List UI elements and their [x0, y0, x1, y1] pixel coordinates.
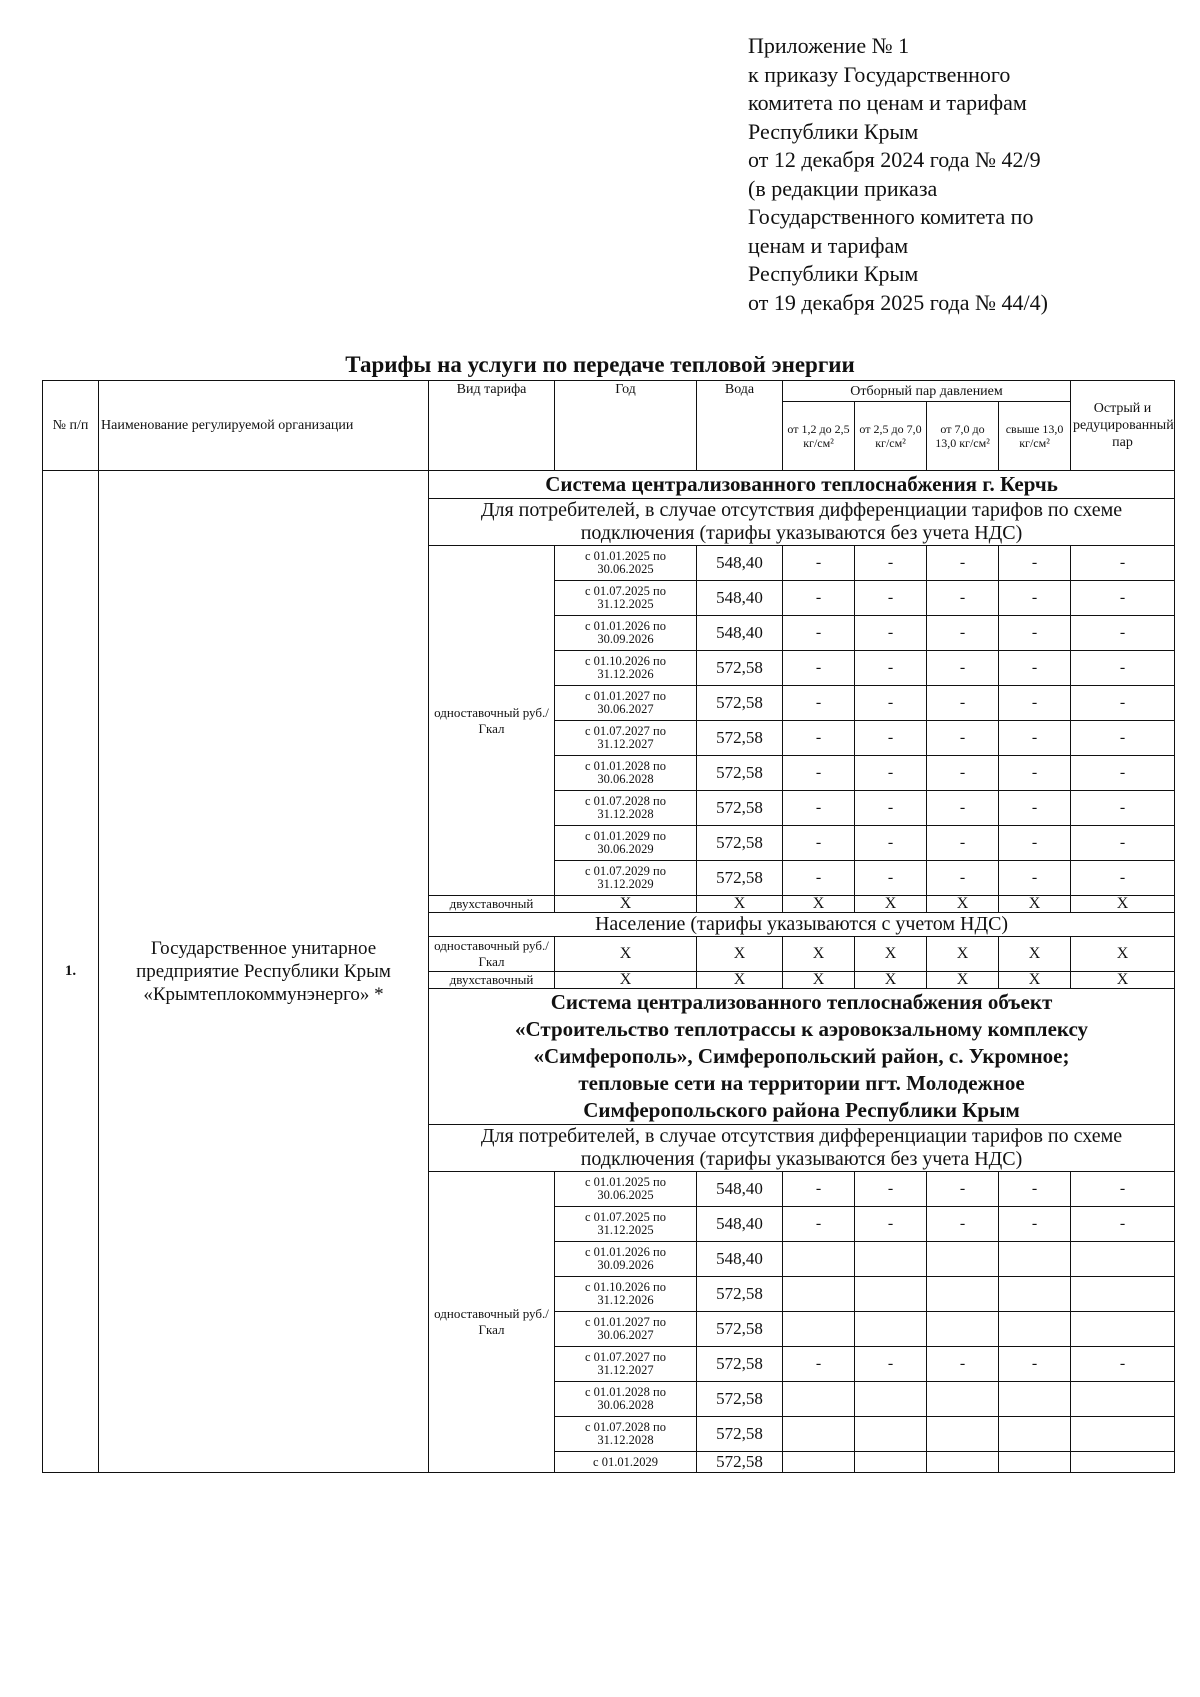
- dash-cell: -: [999, 1172, 1071, 1207]
- header-pressure: свыше 13,0 кг/см²: [999, 402, 1071, 471]
- dash-cell: -: [927, 791, 999, 826]
- water-value: 572,58: [697, 721, 783, 756]
- tariff-period: с 01.07.2025 по 31.12.2025: [555, 1207, 697, 1242]
- appendix-line: комитета по ценам и тарифам: [748, 90, 1027, 115]
- tariff-period: с 01.07.2028 по 31.12.2028: [555, 1417, 697, 1452]
- x-cell: X: [927, 896, 999, 913]
- dash-cell: -: [783, 791, 855, 826]
- x-cell: X: [783, 972, 855, 989]
- dash-cell: -: [855, 861, 927, 896]
- appendix-line: Государственного комитета по: [748, 204, 1034, 229]
- section-title: [429, 989, 1175, 1125]
- tariff-period: с 01.01.2025 по 30.06.2025: [555, 546, 697, 581]
- population-note: Население (тарифы указываются с учетом НДС): [429, 913, 1175, 937]
- dash-cell: -: [927, 756, 999, 791]
- dash-cell: -: [927, 581, 999, 616]
- x-cell: X: [927, 937, 999, 972]
- water-value: 572,58: [697, 1382, 783, 1417]
- empty-cell: [783, 1417, 855, 1452]
- tariff-period: с 01.10.2026 по 31.12.2026: [555, 651, 697, 686]
- dash-cell: -: [783, 546, 855, 581]
- dash-cell: -: [999, 1207, 1071, 1242]
- dash-cell: -: [999, 686, 1071, 721]
- dash-cell: -: [927, 546, 999, 581]
- section-title-line: «Строительство теплотрассы к аэровокзальному комплексу: [514, 1017, 1089, 1041]
- x-cell: X: [783, 896, 855, 913]
- empty-cell: [783, 1242, 855, 1277]
- empty-cell: [783, 1277, 855, 1312]
- dash-cell: -: [927, 861, 999, 896]
- header-pressure: от 2,5 до 7,0 кг/см²: [855, 402, 927, 471]
- header-num: № п/п: [43, 381, 99, 471]
- dash-cell: -: [783, 721, 855, 756]
- dash-cell: -: [855, 546, 927, 581]
- dash-cell: -: [855, 721, 927, 756]
- tariff-period: с 01.01.2028 по 30.06.2028: [555, 1382, 697, 1417]
- dash-cell: -: [855, 826, 927, 861]
- x-cell: X: [555, 972, 697, 989]
- section-title: Система централизованного теплоснабжения г. Керчь: [429, 471, 1175, 499]
- empty-cell: [1071, 1382, 1175, 1417]
- dash-cell: -: [999, 616, 1071, 651]
- x-cell: X: [999, 896, 1071, 913]
- dash-cell: -: [783, 616, 855, 651]
- x-cell: X: [855, 972, 927, 989]
- dash-cell: -: [1071, 686, 1175, 721]
- section-title-line: Симферопольского района Республики Крым: [583, 1098, 1020, 1122]
- empty-cell: [783, 1452, 855, 1473]
- dash-cell: -: [927, 1207, 999, 1242]
- dash-cell: -: [1071, 581, 1175, 616]
- x-cell: X: [855, 896, 927, 913]
- dash-cell: -: [999, 791, 1071, 826]
- empty-cell: [999, 1382, 1071, 1417]
- empty-cell: [999, 1312, 1071, 1347]
- x-cell: X: [1071, 937, 1175, 972]
- dash-cell: -: [783, 1207, 855, 1242]
- empty-cell: [855, 1452, 927, 1473]
- header-pressure: от 7,0 до 13,0 кг/см²: [927, 402, 999, 471]
- empty-cell: [783, 1312, 855, 1347]
- tariff-period: с 01.01.2029: [555, 1452, 697, 1473]
- consumers-note: Для потребителей, в случае отсутствия дифференциации тарифов по схеме подключения (тарифы указываются без учета НДС): [429, 1125, 1175, 1172]
- dash-cell: -: [855, 1172, 927, 1207]
- water-value: 572,58: [697, 686, 783, 721]
- dash-cell: -: [927, 686, 999, 721]
- water-value: 572,58: [697, 1347, 783, 1382]
- dash-cell: -: [999, 651, 1071, 686]
- empty-cell: [855, 1417, 927, 1452]
- empty-cell: [1071, 1242, 1175, 1277]
- appendix-line: к приказу Государственного: [748, 61, 1011, 87]
- tariff-period: с 01.10.2026 по 31.12.2026: [555, 1277, 697, 1312]
- empty-cell: [927, 1242, 999, 1277]
- tariff-period: с 01.01.2027 по 30.06.2027: [555, 1312, 697, 1347]
- water-value: 572,58: [697, 1277, 783, 1312]
- dash-cell: -: [927, 1347, 999, 1382]
- header-sharp-steam: Острый и редуцированный пар: [1071, 381, 1175, 471]
- dash-cell: -: [855, 791, 927, 826]
- tariff-kind-single: одноставочный руб./Гкал: [429, 937, 555, 972]
- tariff-period: с 01.07.2027 по 31.12.2027: [555, 1347, 697, 1382]
- empty-cell: [927, 1312, 999, 1347]
- header-water: Вода: [697, 381, 783, 471]
- dash-cell: -: [999, 826, 1071, 861]
- empty-cell: [927, 1382, 999, 1417]
- water-value: 548,40: [697, 616, 783, 651]
- water-value: 548,40: [697, 1207, 783, 1242]
- empty-cell: [999, 1452, 1071, 1473]
- tariff-kind-double: двухставочный: [429, 896, 555, 913]
- header-org: Наименование регулируемой организации: [99, 381, 429, 471]
- document-title: Тарифы на услуги по передаче тепловой энергии: [345, 352, 855, 377]
- section-title-line: тепловые сети на территории пгт. Молодежное: [578, 1071, 1025, 1095]
- dash-cell: -: [855, 1347, 927, 1382]
- appendix-line: (в редакции приказа: [748, 175, 938, 201]
- tariff-period: с 01.01.2028 по 30.06.2028: [555, 756, 697, 791]
- appendix-line: ценам и тарифам: [748, 232, 909, 258]
- appendix-line: Приложение № 1: [748, 33, 910, 58]
- x-cell: X: [697, 937, 783, 972]
- tariff-table: [42, 380, 1175, 1473]
- x-cell: X: [555, 937, 697, 972]
- dash-cell: -: [783, 861, 855, 896]
- dash-cell: -: [783, 826, 855, 861]
- dash-cell: -: [999, 581, 1071, 616]
- dash-cell: -: [855, 1207, 927, 1242]
- empty-cell: [855, 1382, 927, 1417]
- dash-cell: -: [855, 581, 927, 616]
- x-cell: X: [999, 937, 1071, 972]
- dash-cell: -: [927, 721, 999, 756]
- empty-cell: [1071, 1277, 1175, 1312]
- tariff-period: с 01.01.2025 по 30.06.2025: [555, 1172, 697, 1207]
- empty-cell: [783, 1382, 855, 1417]
- empty-cell: [1071, 1312, 1175, 1347]
- x-cell: X: [697, 972, 783, 989]
- organization-name: Государственное унитарное предприятие Республики Крым «Крымтеплокоммунэнерго» *: [99, 471, 429, 1473]
- appendix-header: [748, 32, 1148, 317]
- dash-cell: -: [999, 756, 1071, 791]
- section-row: [43, 471, 1175, 499]
- dash-cell: -: [1071, 721, 1175, 756]
- section-title-line: «Симферополь», Симферопольский район, с. Укромное;: [533, 1044, 1070, 1068]
- dash-cell: -: [783, 1172, 855, 1207]
- dash-cell: -: [927, 616, 999, 651]
- appendix-line: от 12 декабря 2024 года № 42/9: [748, 147, 1041, 172]
- dash-cell: -: [927, 826, 999, 861]
- header-year: Год: [555, 381, 697, 471]
- water-value: 572,58: [697, 826, 783, 861]
- dash-cell: -: [999, 546, 1071, 581]
- dash-cell: -: [1071, 826, 1175, 861]
- dash-cell: -: [783, 581, 855, 616]
- dash-cell: -: [927, 651, 999, 686]
- water-value: 572,58: [697, 1417, 783, 1452]
- empty-cell: [1071, 1452, 1175, 1473]
- x-cell: X: [783, 937, 855, 972]
- water-value: 548,40: [697, 1172, 783, 1207]
- dash-cell: -: [1071, 616, 1175, 651]
- header-row: [43, 381, 1175, 402]
- empty-cell: [999, 1417, 1071, 1452]
- dash-cell: -: [855, 756, 927, 791]
- tariff-period: с 01.07.2025 по 31.12.2025: [555, 581, 697, 616]
- appendix-line: от 19 декабря 2025 года № 44/4): [748, 289, 1048, 315]
- dash-cell: -: [1071, 546, 1175, 581]
- x-cell: X: [1071, 972, 1175, 989]
- x-cell: X: [1071, 896, 1175, 913]
- water-value: 572,58: [697, 861, 783, 896]
- water-value: 572,58: [697, 791, 783, 826]
- tariff-period: с 01.07.2029 по 31.12.2029: [555, 861, 697, 896]
- tariff-period: с 01.01.2026 по 30.09.2026: [555, 616, 697, 651]
- section-title-line: Система централизованного теплоснабжения объект: [550, 990, 1053, 1014]
- header-steam-group: Отборный пар давлением: [783, 381, 1071, 402]
- appendix-line: Республики Крым: [748, 261, 919, 286]
- dash-cell: -: [1071, 1172, 1175, 1207]
- empty-cell: [927, 1277, 999, 1312]
- tariff-period: с 01.07.2027 по 31.12.2027: [555, 721, 697, 756]
- empty-cell: [855, 1277, 927, 1312]
- water-value: 548,40: [697, 546, 783, 581]
- water-value: 572,58: [697, 1312, 783, 1347]
- tariff-kind-single: одноставочный руб./Гкал: [429, 546, 555, 896]
- dash-cell: -: [855, 616, 927, 651]
- dash-cell: -: [1071, 1207, 1175, 1242]
- dash-cell: -: [783, 686, 855, 721]
- dash-cell: -: [999, 721, 1071, 756]
- tariff-period: с 01.01.2027 по 30.06.2027: [555, 686, 697, 721]
- tariff-period: с 01.01.2029 по 30.06.2029: [555, 826, 697, 861]
- tariff-kind-single: одноставочный руб./Гкал: [429, 1172, 555, 1473]
- consumers-note: Для потребителей, в случае отсутствия дифференциации тарифов по схеме подключения (тарифы указываются без учета НДС): [429, 499, 1175, 546]
- tariff-period: с 01.01.2026 по 30.09.2026: [555, 1242, 697, 1277]
- dash-cell: -: [1071, 1347, 1175, 1382]
- dash-cell: -: [999, 861, 1071, 896]
- dash-cell: -: [783, 1347, 855, 1382]
- x-cell: X: [855, 937, 927, 972]
- water-value: 548,40: [697, 581, 783, 616]
- tariff-period: с 01.07.2028 по 31.12.2028: [555, 791, 697, 826]
- dash-cell: -: [783, 756, 855, 791]
- row-number: 1.: [43, 471, 99, 1473]
- x-cell: X: [999, 972, 1071, 989]
- dash-cell: -: [1071, 791, 1175, 826]
- dash-cell: -: [855, 651, 927, 686]
- header-kind: Вид тарифа: [429, 381, 555, 471]
- dash-cell: -: [927, 1172, 999, 1207]
- dash-cell: -: [1071, 756, 1175, 791]
- empty-cell: [927, 1417, 999, 1452]
- water-value: 572,58: [697, 756, 783, 791]
- dash-cell: -: [999, 1347, 1071, 1382]
- appendix-line: Республики Крым: [748, 118, 919, 144]
- dash-cell: -: [1071, 861, 1175, 896]
- water-value: 572,58: [697, 651, 783, 686]
- water-value: 548,40: [697, 1242, 783, 1277]
- dash-cell: -: [1071, 651, 1175, 686]
- water-value: 572,58: [697, 1452, 783, 1473]
- empty-cell: [1071, 1417, 1175, 1452]
- x-cell: X: [555, 896, 697, 913]
- empty-cell: [927, 1452, 999, 1473]
- dash-cell: -: [783, 651, 855, 686]
- empty-cell: [999, 1277, 1071, 1312]
- tariff-kind-double: двухставочный: [429, 972, 555, 989]
- empty-cell: [855, 1312, 927, 1347]
- dash-cell: -: [855, 686, 927, 721]
- x-cell: X: [927, 972, 999, 989]
- x-cell: X: [697, 896, 783, 913]
- empty-cell: [855, 1242, 927, 1277]
- empty-cell: [999, 1242, 1071, 1277]
- header-pressure: от 1,2 до 2,5 кг/см²: [783, 402, 855, 471]
